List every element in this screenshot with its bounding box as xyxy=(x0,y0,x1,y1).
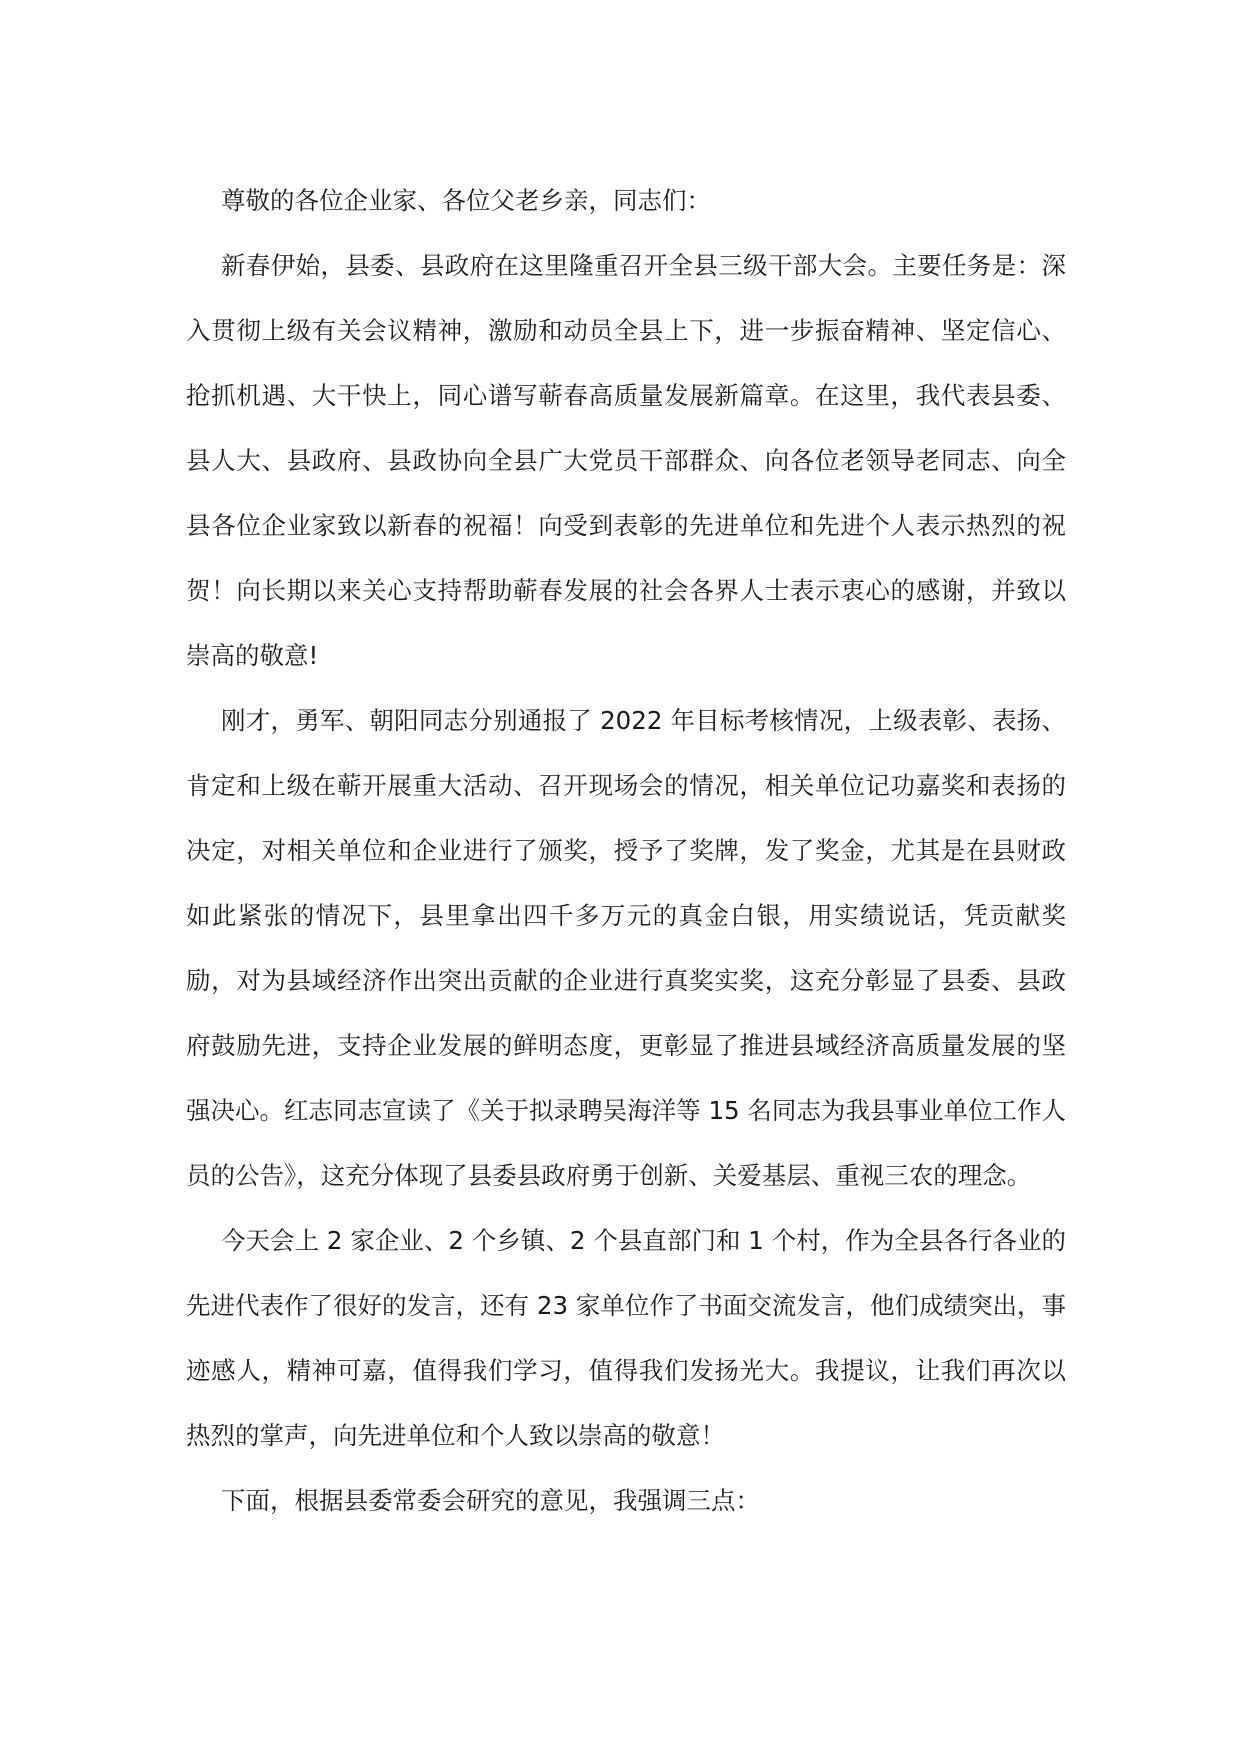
transition-paragraph: 下面，根据县委常委会研究的意见，我强调三点： xyxy=(221,1486,760,1515)
document-body xyxy=(186,168,1066,1533)
speakers-paragraph: 今天会上 2 家企业、2 个乡镇、2 个县直部门和 1 个村，作为全县各行各业的先进代表作了很好的发言，还有 23 家单位作了书面交流发言，他们成绩突出，事迹感人，精神可嘉，值得我们学习，值得我们发扬光大。我提议，让我们再次以热烈的掌声，向先进单位和个人致以崇高的敬意！ xyxy=(186,1226,1066,1450)
salutation-paragraph: 尊敬的各位企业家、各位父老乡亲，同志们： xyxy=(221,186,711,215)
review-paragraph: 刚才，勇军、朝阳同志分别通报了 2022 年目标考核情况，上级表彰、表扬、肯定和上级在蕲开展重大活动、召开现场会的情况，相关单位记功嘉奖和表扬的决定，对相关单位和企业进行了颁奖，授予了奖牌，发了奖金，尤其是在县财政如此紧张的情况下，县里拿出四千多万元的真金白银，用实绩说话，凭贡献奖励，对为县域经济作出突出贡献的企业进行真奖实奖，这充分彰显了县委、县政府鼓励先进，支持企业发展的鲜明态度，更彰显了推进县域经济高质量发展的坚强决心。红志同志宣读了《关于拟录聘吴海洋等 15 名同志为我县事业单位工作人员的公告》，这充分体现了县委县政府勇于创新、关爱基层、重视三农的理念。 xyxy=(186,706,1066,1190)
opening-paragraph: 新春伊始，县委、县政府在这里隆重召开全县三级干部大会。主要任务是：深入贯彻上级有关会议精神，激励和动员全县上下，进一步振奋精神、坚定信心、抢抓机遇、大干快上，同心谱写蕲春高质量发展新篇章。在这里，我代表县委、县人大、县政府、县政协向全县广大党员干部群众、向各位老领导老同志、向全县各位企业家致以新春的祝福！向受到表彰的先进单位和先进个人表示热烈的祝贺！向长期以来关心支持帮助蕲春发展的社会各界人士表示衷心的感谢，并致以崇高的敬意! xyxy=(186,251,1066,670)
